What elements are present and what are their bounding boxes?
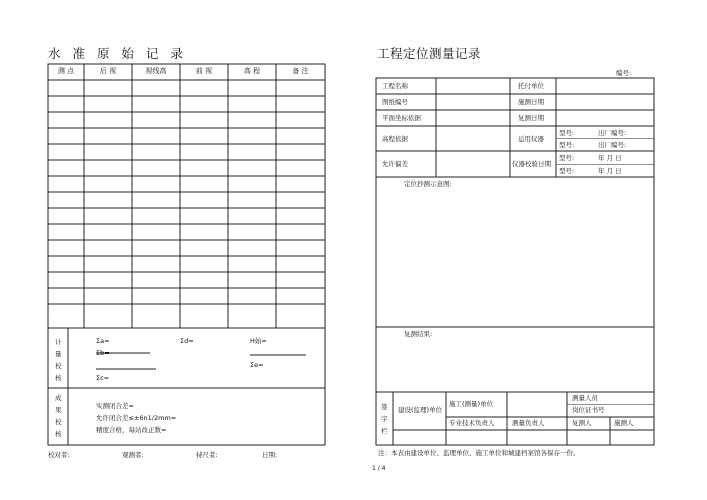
col-header-foresight: 前 视	[195, 67, 213, 75]
calc-label-4: 核	[55, 374, 62, 382]
sign-post-cert: 岗位证书号	[572, 406, 605, 414]
label-elevation-basis: 高程依据	[382, 135, 408, 143]
result-label-1: 成	[55, 394, 62, 402]
calib-date-1: 年 月 日	[598, 154, 622, 162]
footer-rod-holder: 持尺者:	[196, 451, 218, 459]
sign-label-1: 签	[381, 403, 388, 411]
label-instrument: 运用仪器	[518, 135, 544, 143]
right-title: 工程定位测量记录	[377, 46, 482, 61]
label-survey-date: 施测日期	[518, 98, 544, 106]
result-label-3: 校	[55, 418, 62, 426]
footer-checker: 校对者:	[48, 451, 70, 459]
label-plane-basis: 平面坐标依据	[382, 114, 421, 122]
left-title: 水 准 原 始 记 录	[48, 46, 187, 61]
recheck-result-label: 复测结果:	[404, 330, 433, 338]
footer-note: 注：本表由建设单位、监理单位、施工单位和城建档案馆各保存一份。	[378, 449, 580, 457]
sum-d: Σd=	[180, 337, 194, 345]
sum-c: Σc=	[96, 374, 110, 382]
page-indicator: 1 / 4	[372, 465, 386, 472]
measured-closure: 实测闭合差=	[96, 402, 134, 410]
calib-model-2: 型号:	[559, 167, 575, 175]
instrument-factory-no-1: 出厂编号:	[598, 129, 627, 137]
col-header-backsight: 后 视	[99, 67, 117, 75]
sign-rechecker: 复测人	[572, 419, 592, 427]
sign-surveyor: 测量人员	[572, 394, 598, 402]
instrument-model-1: 型号:	[559, 129, 575, 137]
label-project-name: 工程名称	[382, 82, 408, 90]
sign-measurer: 施测人	[614, 419, 634, 427]
footer-observer: 观测者:	[122, 451, 144, 459]
sketch-label: 定位抄测示意图:	[404, 180, 452, 188]
sign-survey-lead: 测量负责人	[512, 419, 545, 427]
accuracy-correction: 精度合格，每站改正数=	[96, 426, 167, 434]
col-header-remark: 备 注	[292, 67, 309, 75]
calc-label-2: 量	[55, 350, 62, 358]
label-tolerance: 允许偏差	[382, 160, 408, 168]
sign-tech-lead: 专业技术负责人	[449, 419, 495, 427]
instrument-factory-no-2: 出厂编号:	[598, 141, 627, 149]
label-client: 托付单位	[518, 82, 544, 90]
sum-e: Σe=	[250, 361, 264, 369]
sign-label-2: 字	[381, 415, 388, 423]
sum-b: Σb=	[96, 349, 110, 357]
instrument-model-2: 型号:	[559, 141, 575, 149]
number-label: 编号:	[616, 69, 632, 77]
calc-label-1: 计	[55, 338, 62, 346]
col-header-elevation: 高 程	[243, 67, 261, 75]
sign-label-3: 栏	[381, 427, 388, 435]
result-label-2: 果	[55, 406, 62, 414]
sign-build-unit: 建设(监理)单位	[398, 406, 443, 414]
calib-model-1: 型号:	[559, 154, 575, 162]
sum-a: Σa=	[96, 337, 110, 345]
result-label-4: 核	[55, 430, 62, 438]
calib-date-2: 年 月 日	[598, 167, 622, 175]
h-start: H始=	[250, 337, 267, 345]
calc-label-3: 校	[55, 362, 62, 370]
col-header-point: 测 点	[57, 67, 75, 75]
label-calib-date: 仪器校验日期	[512, 160, 551, 168]
label-drawing-no: 图纸编号	[382, 98, 408, 106]
label-recheck-date: 复测日期	[518, 114, 544, 122]
allowed-closure: 允许闭合差≤±6n1/2mm=	[96, 414, 177, 422]
footer-date: 日期:	[262, 451, 278, 459]
col-header-line-height: 视线高	[145, 67, 167, 75]
sign-construct-unit: 施工(测量)单位	[449, 400, 494, 408]
